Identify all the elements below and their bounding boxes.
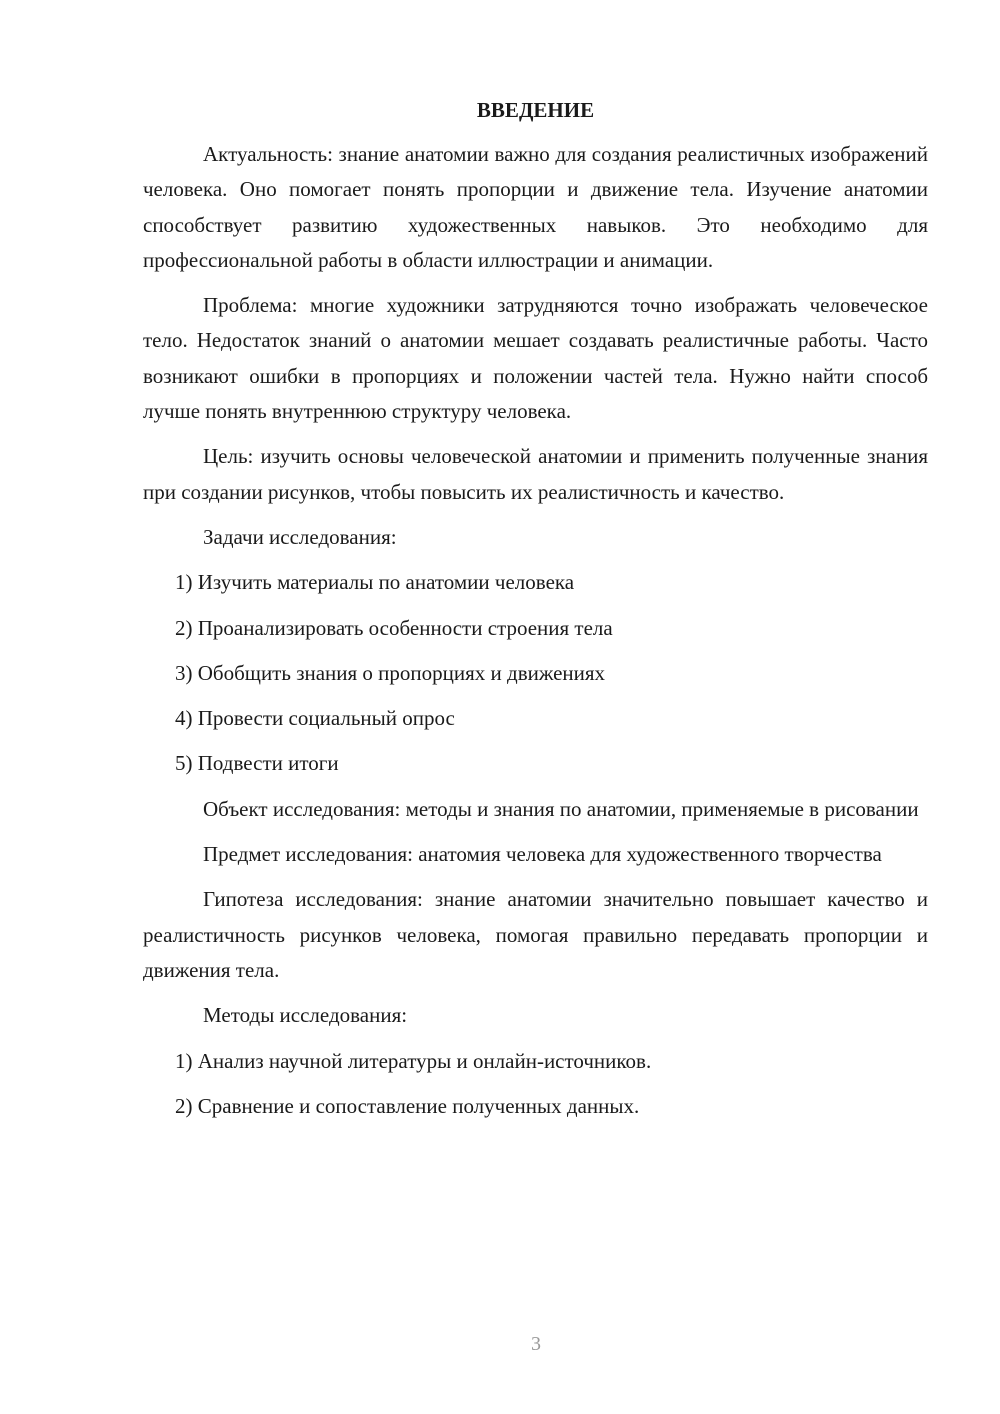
list-item: 2) Сравнение и сопоставление полученных данных. — [175, 1093, 640, 1118]
list-item: 4) Провести социальный опрос — [175, 706, 455, 731]
tasks-label: Задачи исследования: — [203, 524, 397, 549]
list-item: 2) Проанализировать особенности строения тела — [175, 615, 613, 640]
list-item: 1) Анализ научной литературы и онлайн-источников. — [175, 1048, 652, 1073]
methods-list — [143, 1044, 928, 1125]
methods-label: Методы исследования: — [203, 1003, 408, 1028]
list-item: 1) Изучить материалы по анатомии человека — [175, 570, 575, 595]
object-paragraph: Объект исследования: методы и знания по анатомии, применяемые в рисовании — [203, 796, 919, 821]
problem-paragraph: Проблема: многие художники затрудняются точно изображать человеческое тело. Недостаток знаний о анатомии мешает создавать реалистичные работы. Часто возникают ошибки в пропорциях и положении частей тела. Нужно найти способ лучше понять внутреннюю структуру человека. — [143, 293, 928, 424]
page-number: 3 — [531, 1333, 541, 1355]
relevance-paragraph: Актуальность: знание анатомии важно для создания реалистичных изображений человека. Оно помогает понять пропорции и движение тела. Изучение анатомии способствует развитию художественных навыков. Это необходимо для профессиональной работы в области иллюстрации и анимации. — [143, 142, 928, 272]
goal-paragraph: Цель: изучить основы человеческой анатомии и применить полученные знания при создании рисунков, чтобы повысить их реалистичность и качество. — [143, 444, 928, 504]
section-title: ВВЕДЕНИЕ — [476, 98, 595, 122]
list-item: 3) Обобщить знания о пропорциях и движениях — [175, 660, 606, 685]
tasks-list — [143, 565, 928, 781]
hypothesis-paragraph: Гипотеза исследования: знание анатомии значительно повышает качество и реалистичность рисунков человека, помогая правильно передавать пропорции и движения тела. — [143, 887, 928, 982]
list-item: 5) Подвести итоги — [175, 751, 339, 776]
document-page — [143, 96, 928, 1134]
subject-paragraph: Предмет исследования: анатомия человека для художественного творчества — [203, 842, 882, 867]
